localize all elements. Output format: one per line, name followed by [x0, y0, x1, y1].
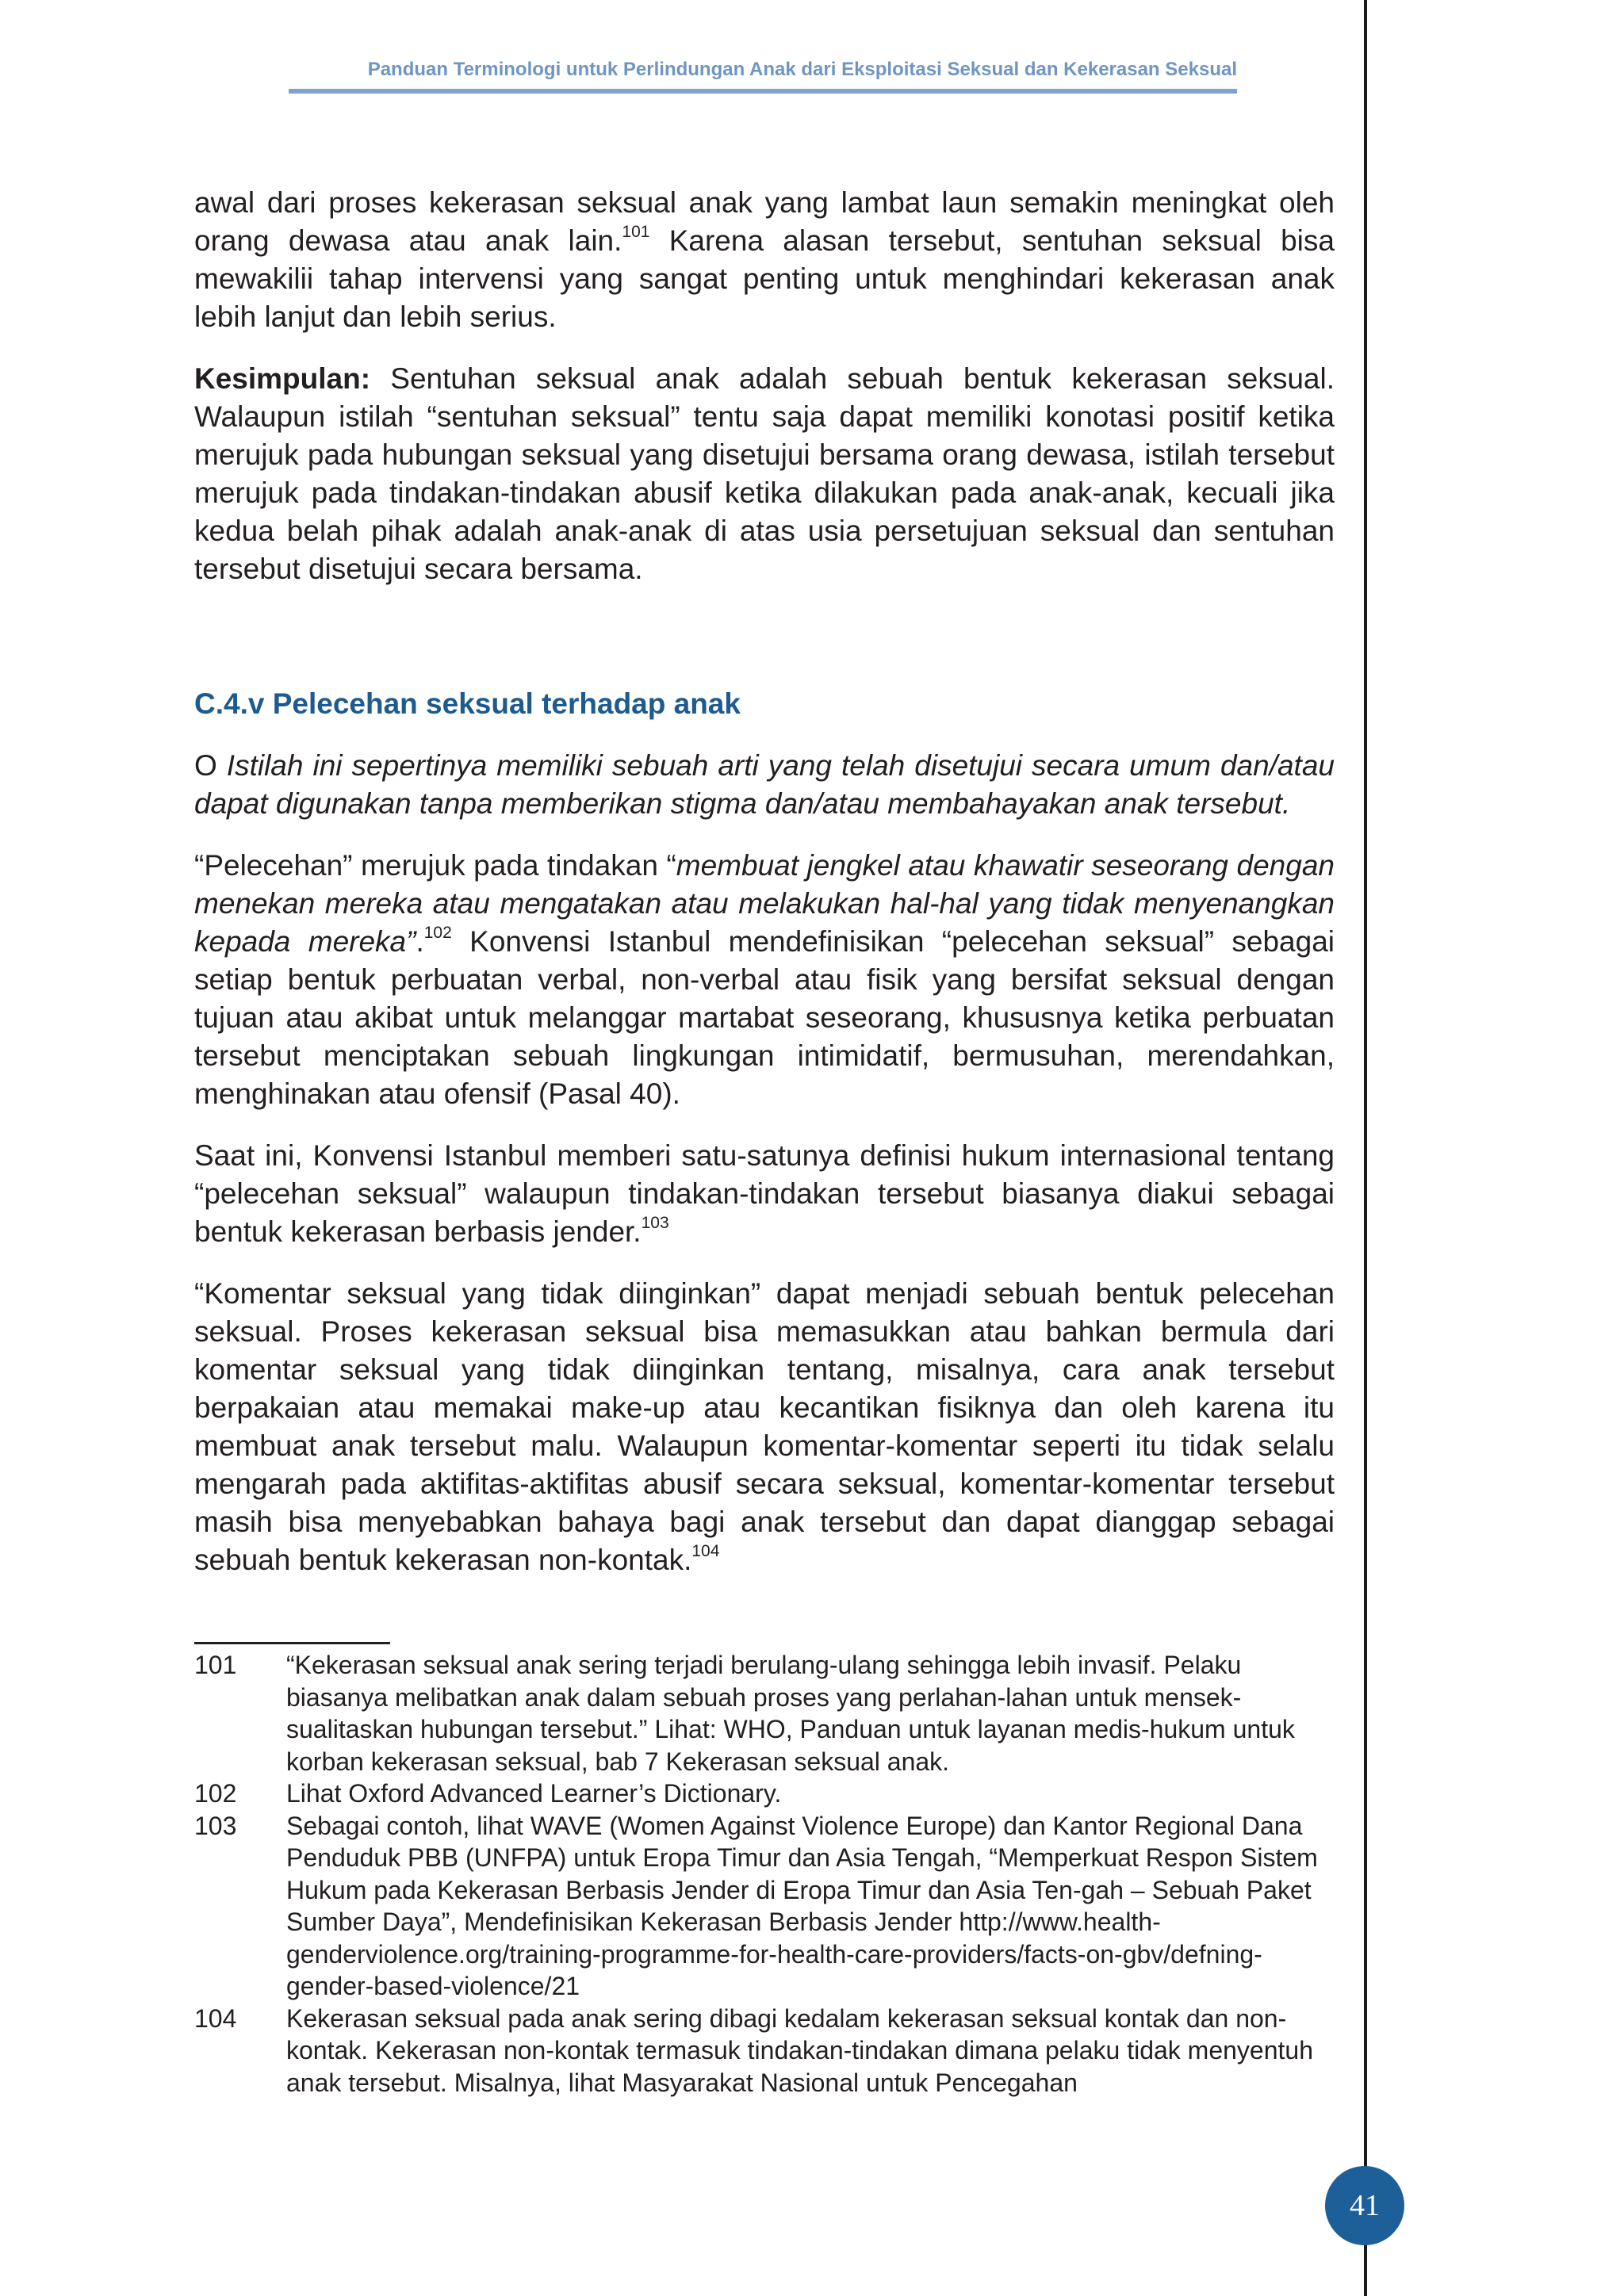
paragraph-1 — [194, 184, 1335, 336]
paragraph-1-text: awal dari proses kekerasan seksual anak yang lambat laun semakin meningkat oleh orang dewasa atau anak lain. — [194, 186, 1335, 257]
footnote-item — [194, 2003, 1335, 2099]
assessment-marker: O — [194, 749, 217, 782]
footnote-ref-102[interactable]: 102 — [423, 923, 452, 942]
istanbul-paragraph — [194, 1137, 1335, 1251]
definition-punct: . — [416, 925, 424, 958]
paragraph-1-text-cont: Karena alasan tersebut, sentuhan seksual bisa mewakilii tahap intervensi yang sangat penting untuk menghindari kekerasan anak lebih lanjut dan lebih serius. — [194, 224, 1335, 333]
footnote-item — [194, 1810, 1335, 2003]
assessment-text: Istilah ini sepertinya memiliki sebuah arti yang telah disetujui secara umum dan/atau dapat digunakan tanpa memberikan stigma dan/atau membahayakan anak tersebut. — [194, 749, 1335, 820]
conclusion-text: Sentuhan seksual anak adalah sebuah bentuk kekerasan seksual. Walaupun istilah “sentuhan seksual” tentu saja dapat memiliki konotasi positif ketika merujuk pada hubungan seksual yang disetujui bersama orang dewasa, istilah tersebut merujuk pada tindakan-tindakan abusif ketika dilakukan pada anak-anak, kecuali jika kedua belah pihak adalah anak-anak di atas usia persetujuan seksual dan sentuhan tersebut disetujui secara bersama. — [194, 362, 1335, 585]
running-header: Panduan Terminologi untuk Perlindungan Anak dari Eksploitasi Seksual dan Kekerasan Seksual — [367, 59, 1237, 80]
footnote-item — [194, 1777, 1335, 1810]
definition-paragraph — [194, 847, 1335, 1113]
comments-text: “Komentar seksual yang tidak diinginkan” dapat menjadi sebuah bentuk pelecehan seksual. Proses kekerasan seksual bisa memasukkan atau bahkan bermula dari komentar seksual yang tidak diinginkan tentang, misalnya, cara anak tersebut berpakaian atau memakai make-up atau kecantikan fisiknya dan oleh karena itu membuat anak tersebut malu. Walaupun komentar-komentar seperti itu tidak selalu mengarah pada aktifitas-aktifitas abusif secara seksual, komentar-komentar tersebut masih bisa menyebabkan bahaya bagi anak tersebut dan dapat dianggap sebagai sebuah bentuk kekerasan non-kontak. — [194, 1277, 1335, 1576]
page-edge-rule — [1364, 0, 1367, 2296]
footnote-text: Lihat Oxford Advanced Learner’s Dictionary. — [286, 1779, 782, 1808]
footnote-separator — [194, 1642, 390, 1644]
comments-paragraph — [194, 1275, 1335, 1579]
page-body — [194, 184, 1335, 1603]
footnote-number: 104 — [194, 2003, 237, 2033]
conclusion-label: Kesimpulan: — [194, 362, 371, 395]
footnotes — [194, 1649, 1335, 2099]
footnote-text: Kekerasan seksual pada anak sering dibagi kedalam kekerasan seksual kontak dan non-kontak. Kekerasan non-kontak termasuk tindakan-tindakan dimana pelaku tidak menyentuh anak tersebut. Misalnya, lihat Masyarakat Nasional untuk Pencegahan — [286, 2003, 1313, 2097]
definition-text-cont: Konvensi Istanbul mendefinisikan “pelecehan seksual” sebagai setiap bentuk perbuatan verbal, non-verbal atau fisik yang bersifat seksual dengan tujuan atau akibat untuk melanggar martabat seseorang, khususnya ketika perbuatan tersebut menciptakan sebuah lingkungan intimidatif, bermusuhan, merendahkan, menghinakan atau ofensif (Pasal 40). — [194, 925, 1335, 1110]
definition-quote: membuat jengkel atau khawatir seseorang dengan menekan mereka atau mengatakan atau melakukan hal-hal yang tidak menyenangkan kepada mereka” — [194, 849, 1335, 958]
footnote-number: 103 — [194, 1811, 237, 1840]
istanbul-text: Saat ini, Konvensi Istanbul memberi satu-satunya definisi hukum internasional tentang “pelecehan seksual” walaupun tindakan-tindakan tersebut biasanya diakui sebagai bentuk kekerasan berbasis jender. — [194, 1139, 1335, 1248]
footnote-number: 102 — [194, 1779, 237, 1808]
footnote-ref-104[interactable]: 104 — [691, 1541, 720, 1560]
footnote-ref-101[interactable]: 101 — [622, 222, 650, 241]
footnote-ref-103[interactable]: 103 — [641, 1213, 669, 1232]
footnote-text: “Kekerasan seksual anak sering terjadi berulang-ulang sehingga lebih invasif. Pelaku biasanya melibatkan anak dalam sebuah proses yang perlahan-lahan untuk mensek-sualitaskan hubungan tersebut.” Lihat: WHO, Panduan untuk layanan medis-hukum untuk korban kekerasan seksual, bab 7 Kekerasan seksual anak. — [286, 1651, 1295, 1776]
definition-text-lead: “Pelecehan” merujuk pada tindakan “ — [194, 849, 676, 882]
footnote-item — [194, 1649, 1335, 1777]
footnote-text: Sebagai contoh, lihat WAVE (Women Against Violence Europe) dan Kantor Regional Dana Penduduk PBB (UNFPA) untuk Eropa Timur dan Asia Tengah, “Memperkuat Respon Sistem Hukum pada Kekerasan Berbasis Jender di Eropa Timur dan Asia Ten-gah – Sebuah Paket Sumber Daya”, Mendefinisikan Kekerasan Berbasis Jender http://www.health-genderviolence.org/training-programme-for-health-care-providers/facts-on-gbv/defning-gender-based-violence/21 — [286, 1811, 1318, 2000]
conclusion-paragraph — [194, 360, 1335, 588]
section-heading: C.4.v Pelecehan seksual terhadap anak — [194, 687, 741, 720]
page-number-badge: 41 — [1325, 2166, 1404, 2245]
term-assessment-paragraph — [194, 747, 1335, 823]
header-rule — [289, 89, 1237, 94]
footnote-number: 101 — [194, 1651, 237, 1679]
